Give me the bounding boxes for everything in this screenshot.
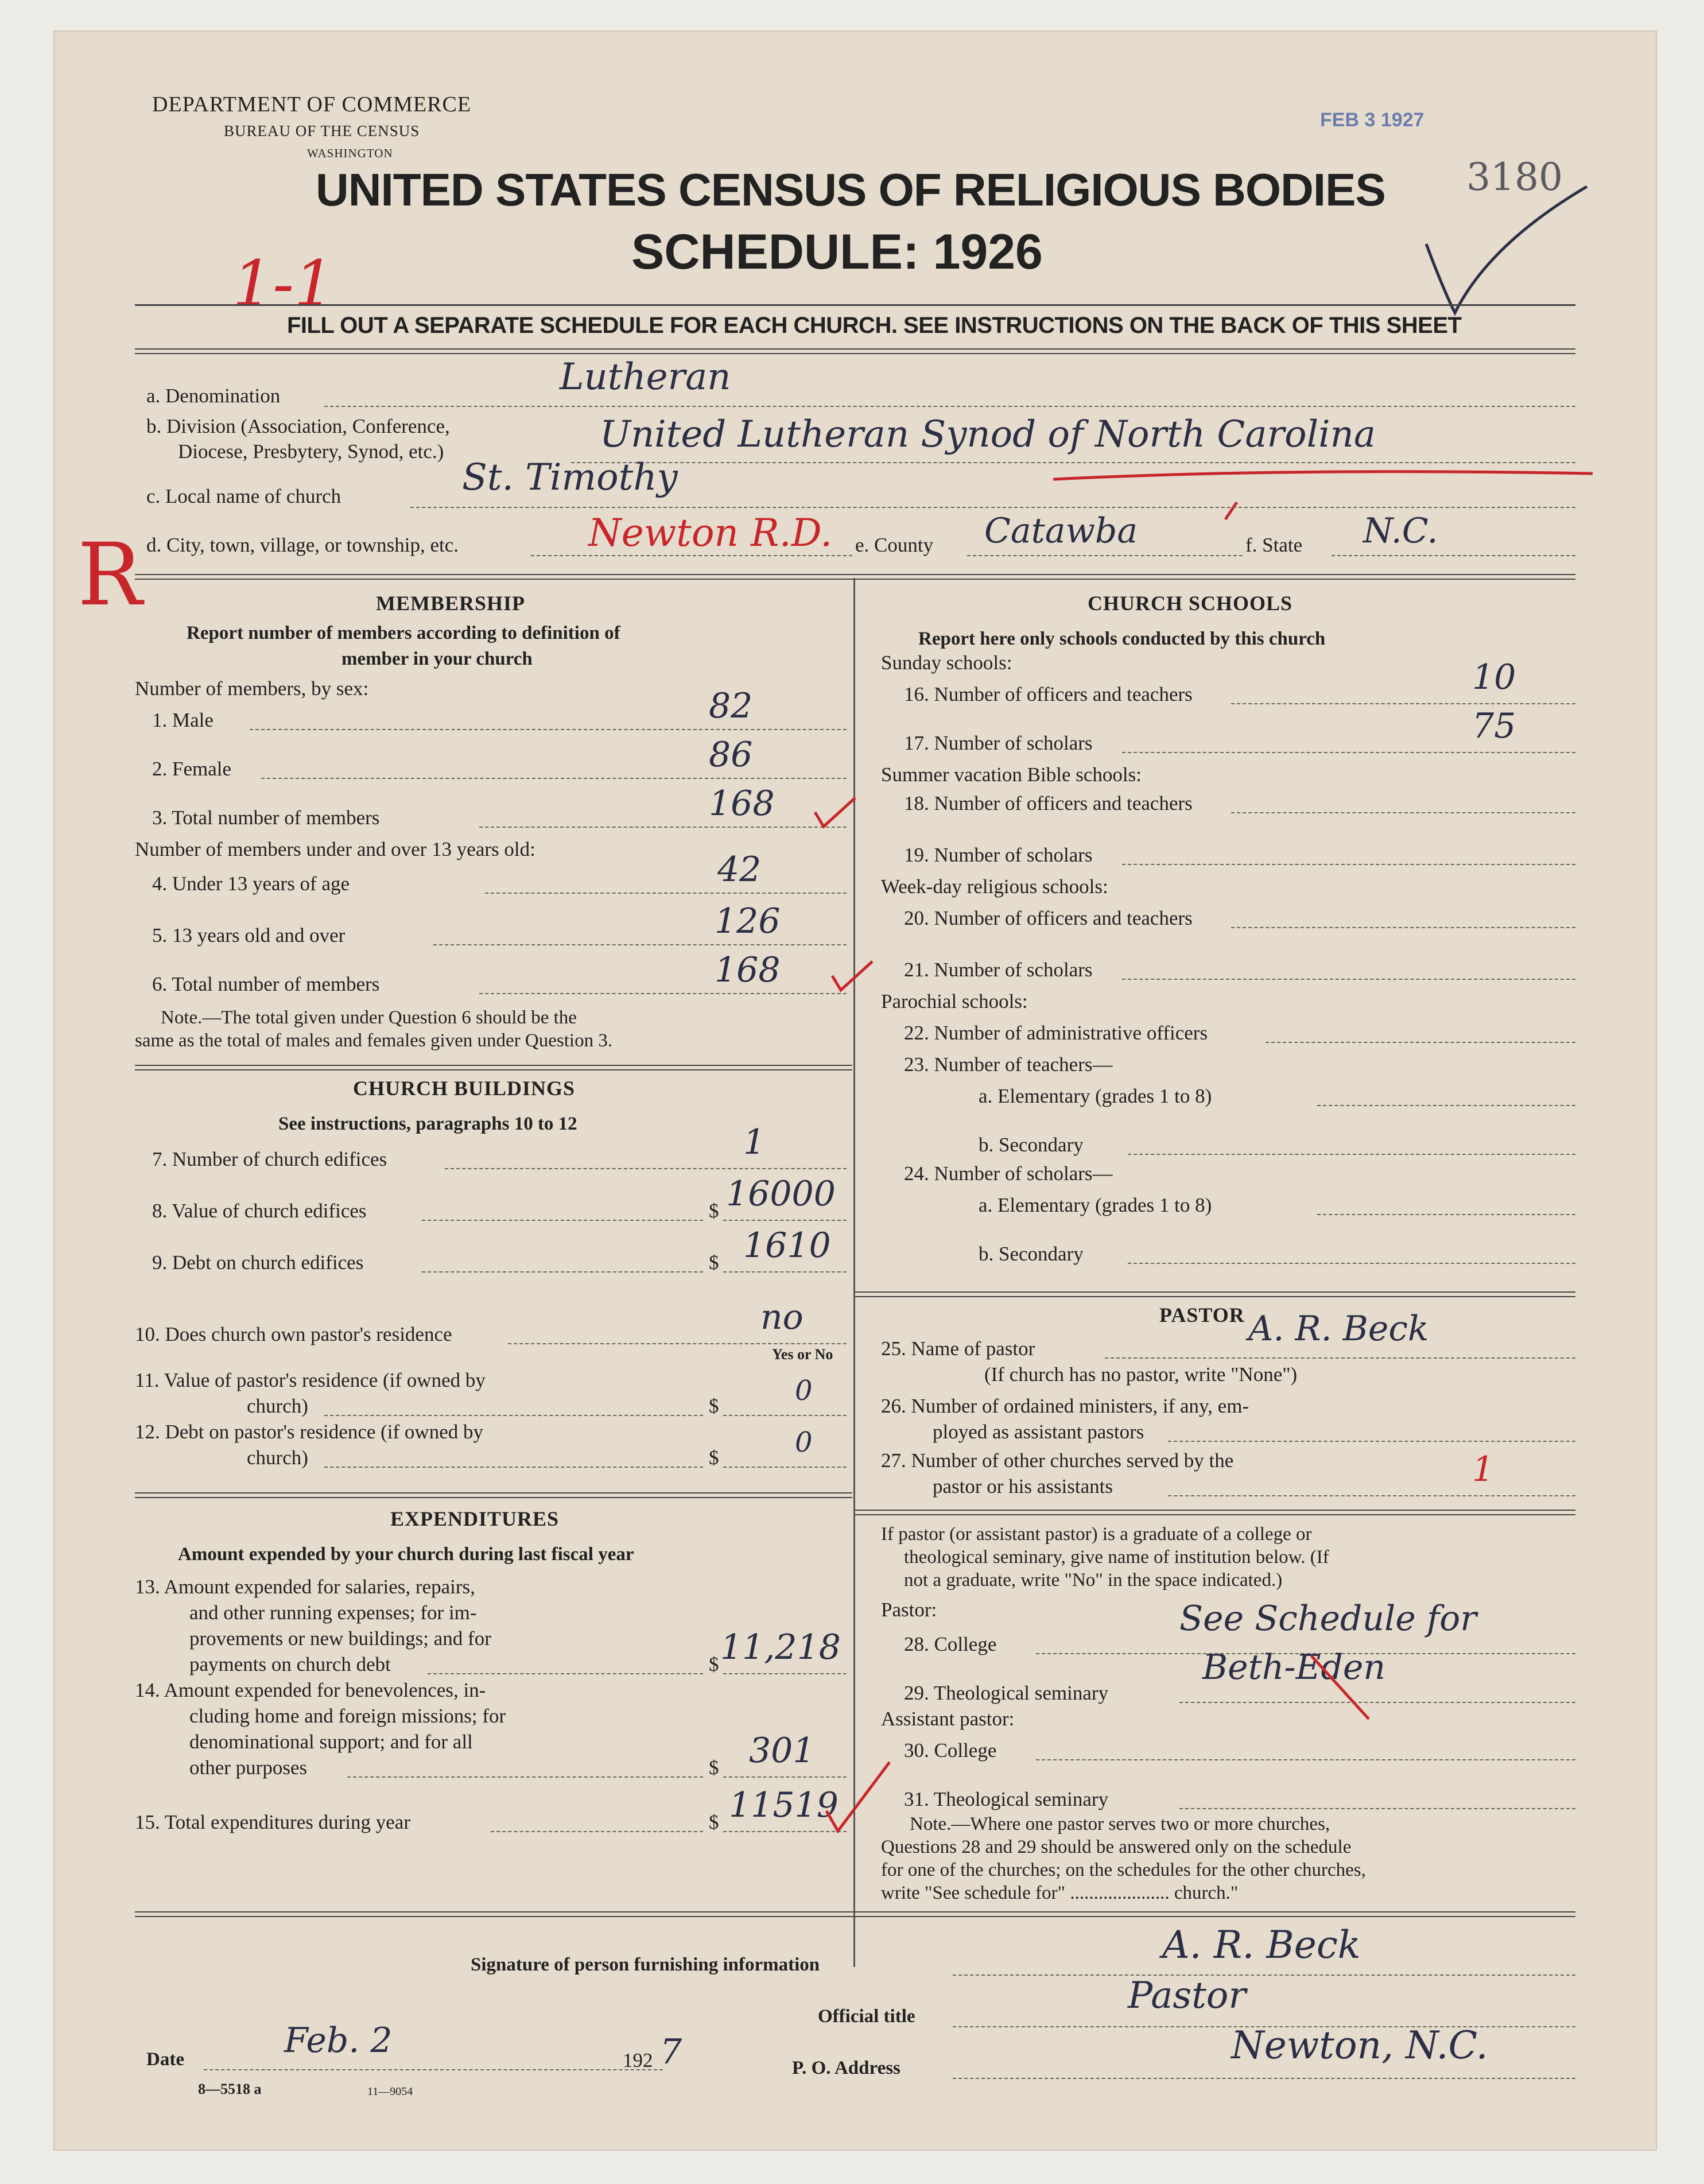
signature-label: Signature of person furnishing information — [471, 1954, 820, 1975]
census-form — [55, 32, 1656, 2150]
weekday-schools-label: Week-day religious schools: — [881, 875, 1108, 898]
q23b-label: b. Secondary — [979, 1134, 1084, 1156]
sunday-schools-label: Sunday schools: — [881, 651, 1012, 674]
q11-label-1: 11. Value of pastor's residence (if owned by — [135, 1369, 486, 1391]
denomination-value: Lutheran — [560, 356, 731, 398]
department-line: DEPARTMENT OF COMMERCE — [152, 92, 472, 117]
red-r-mark: R — [77, 525, 142, 625]
pastor-note-4: write "See schedule for" ..................... church." — [881, 1883, 1239, 1903]
buildings-heading: CHURCH BUILDINGS — [353, 1077, 576, 1100]
buildings-sub: See instructions, paragraphs 10 to 12 — [278, 1114, 577, 1134]
q17-label: 17. Number of scholars — [904, 732, 1093, 754]
expenditures-sub: Amount expended by your church during last fiscal year — [178, 1544, 634, 1565]
q19-label: 19. Number of scholars — [904, 844, 1093, 866]
q14-value: 301 — [749, 1731, 815, 1771]
membership-sub-2: member in your church — [341, 649, 533, 669]
received-date-stamp: FEB 3 1927 — [1320, 109, 1424, 131]
date-label: Date — [146, 2049, 184, 2070]
q27-label-2: pastor or his assistants — [933, 1475, 1113, 1498]
q12-label-1: 12. Debt on pastor's residence (if owned by — [135, 1421, 483, 1443]
date-value: Feb. 2 — [284, 2020, 393, 2061]
q6-label: 6. Total number of members — [152, 973, 380, 995]
q28-label: 28. College — [904, 1633, 997, 1655]
q13-label-2: and other running expenses; for im- — [189, 1601, 477, 1624]
q14-label-4: other purposes — [189, 1756, 308, 1779]
q25-value: A. R. Beck — [1248, 1309, 1429, 1349]
year-value: 7 — [660, 2032, 682, 2072]
schools-sub: Report here only schools conducted by this church — [918, 629, 1326, 649]
pastor-subheading: Pastor: — [881, 1599, 937, 1621]
q12-value: 0 — [795, 1426, 813, 1458]
dollar-sign: $ — [709, 1756, 719, 1779]
po-address-label: P. O. Address — [792, 2058, 900, 2078]
membership-heading: MEMBERSHIP — [376, 592, 526, 615]
q16-label: 16. Number of officers and teachers — [904, 683, 1193, 705]
dollar-sign: $ — [709, 1395, 719, 1417]
q13-value: 11,218 — [720, 1627, 841, 1667]
yes-no-hint: Yes or No — [772, 1346, 833, 1363]
dollar-sign: $ — [709, 1446, 719, 1469]
graduate-note-3: not a graduate, write "No" in the space indicated.) — [904, 1570, 1283, 1591]
q11-value: 0 — [795, 1375, 813, 1407]
pastor-note-2: Questions 28 and 29 should be answered only on the schedule — [881, 1837, 1352, 1857]
q14-label-3: denominational support; and for all — [189, 1731, 473, 1753]
division-label-2: Diocese, Presbytery, Synod, etc.) — [178, 440, 444, 463]
q8-value: 16000 — [726, 1174, 836, 1214]
q10-value: no — [760, 1297, 804, 1337]
pastor-note-3: for one of the churches; on the schedules for the other churches, — [881, 1860, 1366, 1880]
q13-label-4: payments on church debt — [189, 1653, 391, 1675]
q17-value: 75 — [1472, 706, 1516, 746]
q11-label-2: church) — [247, 1395, 308, 1417]
q24b-label: b. Secondary — [979, 1243, 1084, 1265]
check-mark-icon — [1420, 175, 1593, 324]
q14-label-2: cluding home and foreign missions; for — [189, 1705, 506, 1727]
po-address-value: Newton, N.C. — [1231, 2023, 1488, 2067]
parochial-schools-label: Parochial schools: — [881, 990, 1028, 1013]
schedule-title: SCHEDULE: 1926 — [631, 224, 1043, 280]
q28-value: See Schedule for — [1179, 1599, 1477, 1639]
q10-label: 10. Does church own pastor's residence — [135, 1323, 452, 1345]
county-label: e. County — [855, 534, 934, 556]
q1-value: 82 — [709, 686, 753, 726]
form-title: UNITED STATES CENSUS OF RELIGIOUS BODIES — [316, 164, 1385, 215]
membership-sub-1: Report number of members according to definition of — [187, 623, 620, 643]
q29-value: Beth-Eden — [1202, 1647, 1385, 1688]
red-tick-icon — [824, 1759, 892, 1834]
q27-label-1: 27. Number of other churches served by the — [881, 1449, 1234, 1472]
red-tick-icon — [812, 795, 858, 829]
q2-label: 2. Female — [152, 758, 232, 780]
membership-note-1: Note.—The total given under Question 6 should be the — [161, 1007, 577, 1028]
official-title-value: Pastor — [1128, 1974, 1247, 2017]
q23-label: 23. Number of teachers— — [904, 1053, 1113, 1076]
q5-value: 126 — [715, 901, 781, 941]
q25-note: (If church has no pastor, write "None") — [984, 1363, 1298, 1386]
q1-label: 1. Male — [152, 709, 214, 731]
red-annotation-one: 1-1 — [232, 247, 335, 320]
denomination-label: a. Denomination — [146, 385, 281, 407]
q7-value: 1 — [743, 1122, 766, 1162]
dollar-sign: $ — [709, 1200, 719, 1222]
division-label-1: b. Division (Association, Conference, — [146, 415, 450, 437]
pastor-heading: PASTOR — [1159, 1304, 1245, 1326]
dollar-sign: $ — [709, 1251, 719, 1274]
serial-number: 3180 — [1466, 155, 1563, 199]
city-label: d. City, town, village, or township, etc. — [146, 534, 459, 556]
q23a-label: a. Elementary (grades 1 to 8) — [979, 1085, 1212, 1107]
instruction-banner: FILL OUT A SEPARATE SCHEDULE FOR EACH CHURCH. SEE INSTRUCTIONS ON THE BACK OF THIS SHEET — [287, 313, 1462, 338]
summer-schools-label: Summer vacation Bible schools: — [881, 763, 1142, 786]
division-value: United Lutheran Synod of North Carolina — [600, 413, 1376, 456]
q31-label: 31. Theological seminary — [904, 1788, 1109, 1810]
county-value: Catawba — [984, 511, 1138, 551]
q3-value: 168 — [709, 783, 775, 824]
q5-label: 5. 13 years old and over — [152, 924, 346, 946]
q21-label: 21. Number of scholars — [904, 959, 1093, 981]
q16-value: 10 — [1472, 657, 1516, 697]
q8-label: 8. Value of church edifices — [152, 1200, 367, 1222]
q2-value: 86 — [709, 735, 753, 775]
q18-label: 18. Number of officers and teachers — [904, 792, 1193, 814]
local-name-label: c. Local name of church — [146, 485, 341, 507]
schools-heading: CHURCH SCHOOLS — [1088, 592, 1293, 615]
by-sex-label: Number of members, by sex: — [135, 677, 369, 700]
q26-label-1: 26. Number of ordained ministers, if any, em- — [881, 1395, 1249, 1417]
q15-label: 15. Total expenditures during year — [135, 1811, 410, 1833]
graduate-note-2: theological seminary, give name of institution below. (If — [904, 1547, 1329, 1568]
dollar-sign: $ — [709, 1653, 719, 1675]
q30-label: 30. College — [904, 1739, 997, 1762]
q13-label-1: 13. Amount expended for salaries, repairs, — [135, 1576, 475, 1598]
membership-note-2: same as the total of males and females given under Question 3. — [135, 1030, 613, 1051]
q9-label: 9. Debt on church edifices — [152, 1251, 364, 1274]
q20-label: 20. Number of officers and teachers — [904, 907, 1193, 929]
q25-label: 25. Name of pastor — [881, 1337, 1035, 1360]
red-tick-icon — [829, 959, 875, 993]
q24a-label: a. Elementary (grades 1 to 8) — [979, 1194, 1212, 1216]
q14-label-1: 14. Amount expended for benevolences, in- — [135, 1679, 486, 1701]
graduate-note-1: If pastor (or assistant pastor) is a graduate of a college or — [881, 1524, 1312, 1545]
official-title-label: Official title — [818, 2006, 915, 2027]
pastor-note-1: Note.—Where one pastor serves two or more churches, — [910, 1814, 1330, 1834]
state-value: N.C. — [1363, 511, 1438, 551]
city-value: Newton R.D. — [588, 511, 833, 555]
dollar-sign: $ — [709, 1811, 719, 1833]
q6-value: 168 — [715, 950, 781, 990]
form-number: 8—5518 a — [198, 2081, 262, 2097]
red-strike-mark — [1306, 1650, 1375, 1725]
print-number: 11—9054 — [367, 2085, 413, 2098]
bureau-line: BUREAU OF THE CENSUS — [224, 122, 420, 139]
q24-label: 24. Number of scholars— — [904, 1162, 1113, 1185]
q3-label: 3. Total number of members — [152, 806, 380, 829]
q15-value: 11519 — [729, 1785, 839, 1825]
q4-value: 42 — [717, 849, 762, 890]
q27-value: 1 — [1472, 1449, 1495, 1489]
signature-value: A. R. Beck — [1162, 1923, 1361, 1967]
local-name-value: St. Timothy — [462, 456, 678, 499]
q22-label: 22. Number of administrative officers — [904, 1022, 1208, 1044]
q13-label-3: provements or new buildings; and for — [189, 1627, 491, 1650]
city-line: WASHINGTON — [307, 146, 393, 160]
expenditures-heading: EXPENDITURES — [390, 1507, 560, 1530]
q7-label: 7. Number of church edifices — [152, 1148, 387, 1170]
q4-label: 4. Under 13 years of age — [152, 872, 350, 895]
under-over-label: Number of members under and over 13 years old: — [135, 838, 535, 860]
year-prefix: 192 — [623, 2049, 653, 2071]
q26-label-2: ployed as assistant pastors — [933, 1421, 1144, 1443]
assistant-pastor-subheading: Assistant pastor: — [881, 1708, 1015, 1730]
state-label: f. State — [1245, 534, 1303, 556]
q9-value: 1610 — [743, 1225, 831, 1266]
q29-label: 29. Theological seminary — [904, 1682, 1109, 1704]
q12-label-2: church) — [247, 1446, 308, 1469]
